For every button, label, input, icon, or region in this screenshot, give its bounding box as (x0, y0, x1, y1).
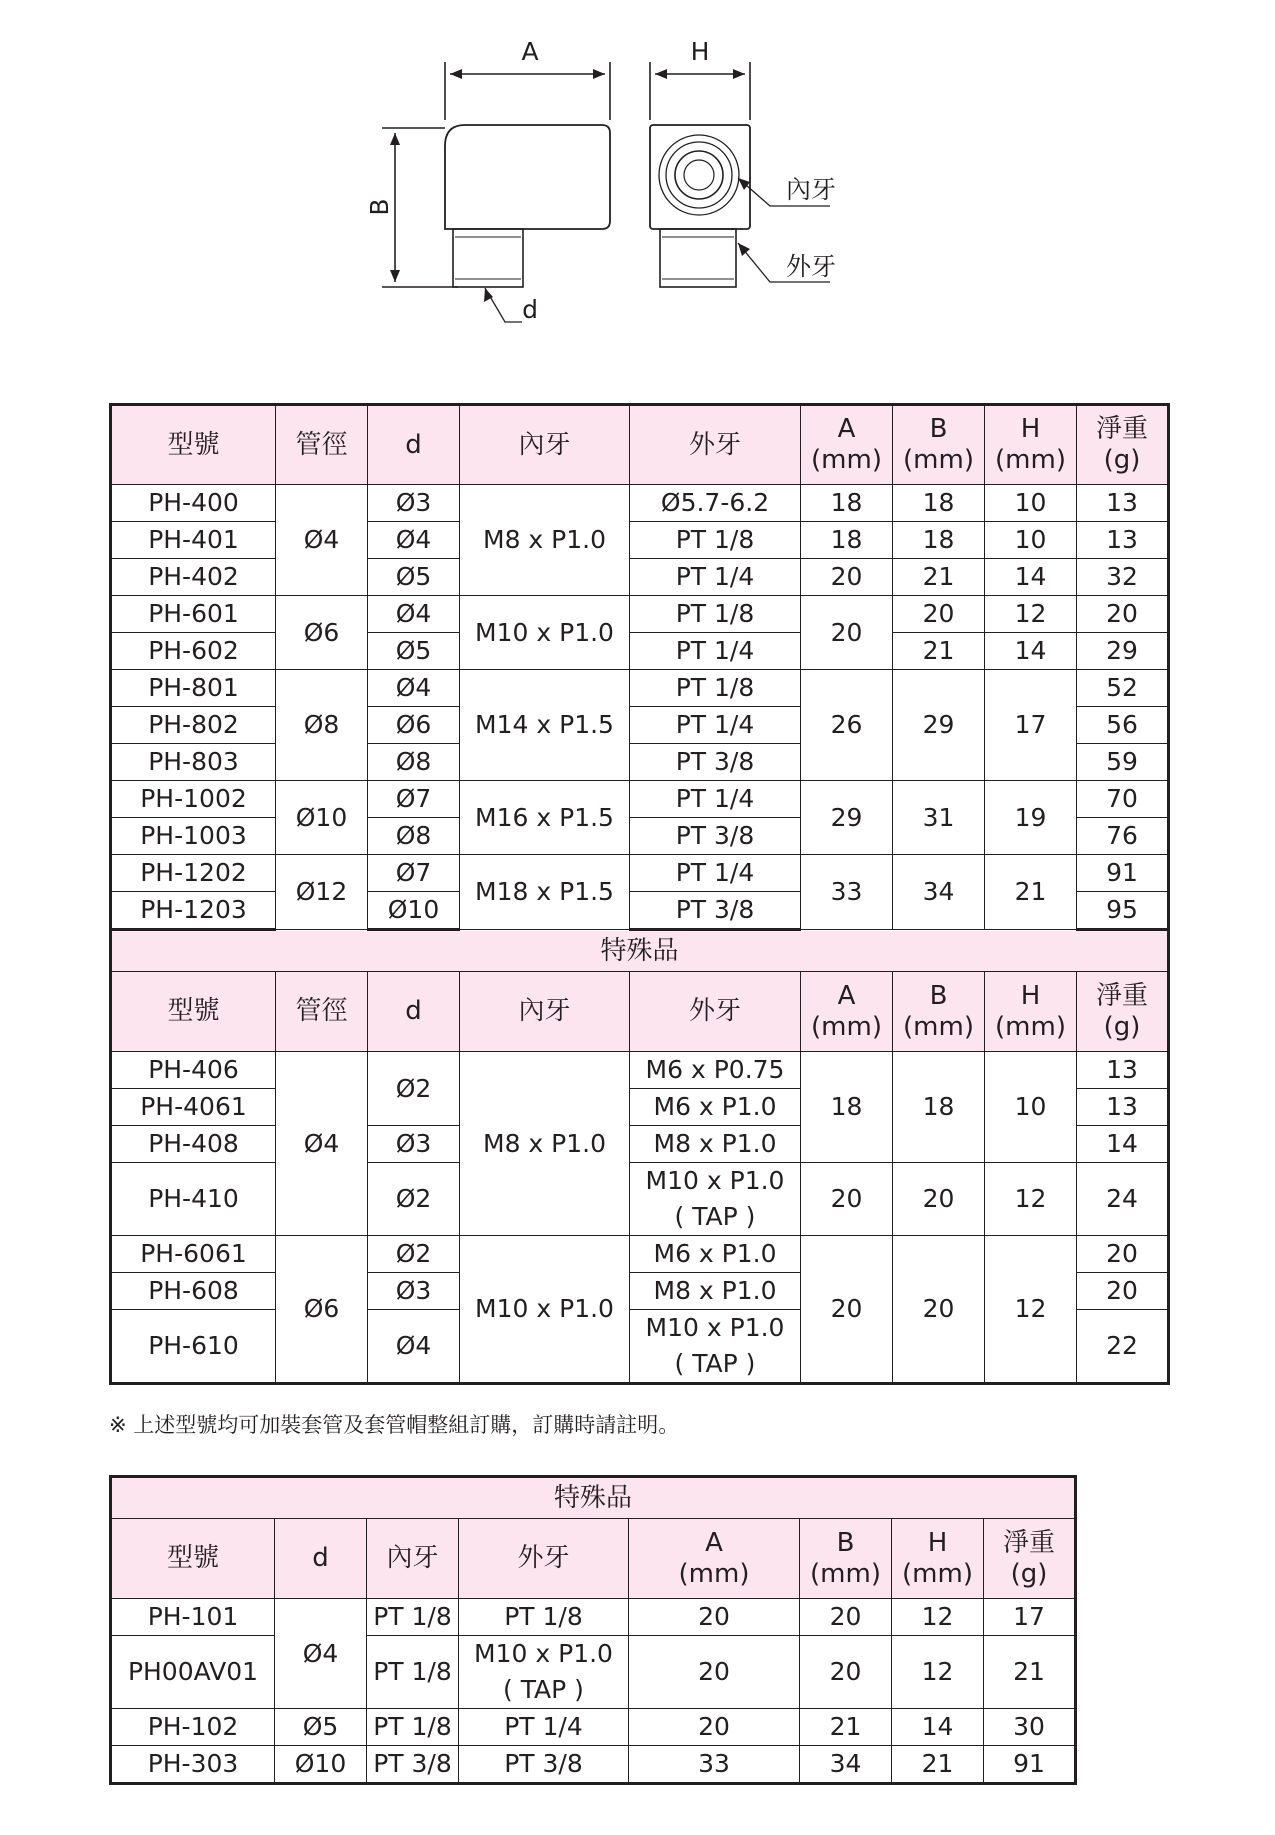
cell-a: 18 (801, 485, 893, 522)
cell-outer: PT 1/4 (630, 707, 801, 744)
cell-outer: M6 x P1.0 (630, 1089, 801, 1126)
cell-outer: PT 1/8 (630, 596, 801, 633)
header-b-unit: (mm) (903, 1011, 974, 1042)
table-row (111, 1052, 1169, 1089)
header-a-unit: (mm) (811, 1011, 882, 1042)
header-h (985, 972, 1077, 1052)
cell-model: PH-402 (111, 559, 276, 596)
cell-weight: 13 (1077, 485, 1169, 522)
header-outer: 外牙 (459, 1519, 629, 1599)
cell-h: 12 (892, 1599, 984, 1636)
cell-a: 33 (801, 855, 893, 930)
cell-a: 29 (801, 781, 893, 855)
table-row (111, 485, 1169, 522)
header-h-label: H (1020, 980, 1041, 1011)
header-h-unit: (mm) (995, 1011, 1066, 1042)
cell-h: 12 (892, 1636, 984, 1709)
cell-inner: PT 1/8 (367, 1709, 459, 1746)
label-outer-thread: 外牙 (786, 252, 837, 281)
header-h-label: H (927, 1527, 948, 1558)
cell-tube: Ø6 (276, 596, 368, 670)
cell-b: 21 (893, 633, 985, 670)
special-table (109, 1475, 1077, 1785)
cell-b: 20 (800, 1636, 892, 1709)
cell-d: Ø4 (368, 596, 460, 633)
cell-d: Ø6 (368, 707, 460, 744)
header-b-unit: (mm) (810, 1558, 881, 1589)
spec-table (109, 403, 1170, 1385)
header-weight-unit: (g) (1103, 445, 1141, 475)
cell-weight: 32 (1077, 559, 1169, 596)
cell-weight: 56 (1077, 707, 1169, 744)
cell-inner: M8 x P1.0 (460, 485, 630, 596)
header-a-label: A (837, 414, 856, 444)
cell-d: Ø10 (275, 1746, 367, 1784)
cell-h: 17 (985, 670, 1077, 781)
cell-outer: PT 1/8 (630, 522, 801, 559)
cell-model: PH-303 (111, 1746, 275, 1784)
cell-d: Ø4 (368, 522, 460, 559)
cell-weight: 59 (1077, 744, 1169, 781)
header-model: 型號 (111, 972, 276, 1052)
special-title-row (111, 930, 1169, 972)
cell-model: PH-1003 (111, 818, 276, 855)
cell-model: PH-101 (111, 1599, 275, 1636)
cell-model: PH-602 (111, 633, 276, 670)
cell-a: 26 (801, 670, 893, 781)
cell-model: PH-601 (111, 596, 276, 633)
cell-h: 14 (892, 1709, 984, 1746)
cell-model: PH-1202 (111, 855, 276, 892)
header-h-unit: (mm) (902, 1558, 973, 1589)
cell-model: PH-6061 (111, 1236, 276, 1273)
cell-weight: 21 (984, 1636, 1076, 1709)
header-outer: 外牙 (630, 405, 801, 485)
header-row (111, 1519, 1076, 1599)
header-weight (1077, 405, 1169, 485)
cell-outer: PT 1/4 (630, 855, 801, 892)
cell-outer: PT 1/8 (459, 1599, 629, 1636)
header-row (111, 405, 1169, 485)
cell-h: 12 (985, 1236, 1077, 1384)
cell-weight: 95 (1077, 892, 1169, 930)
header-a-label: A (705, 1527, 723, 1558)
cell-tube: Ø6 (276, 1236, 368, 1384)
cell-outer: M10 x P1.0 (630, 1310, 801, 1347)
cell-d: Ø10 (368, 892, 460, 930)
cell-d: Ø5 (368, 633, 460, 670)
cell-tube: Ø12 (276, 855, 368, 930)
cell-model: PH-408 (111, 1126, 276, 1163)
header-b (893, 405, 985, 485)
header-d: d (368, 972, 460, 1052)
table-row (111, 522, 1169, 559)
cell-model: PH-1002 (111, 781, 276, 818)
header-outer: 外牙 (630, 972, 801, 1052)
cell-d: Ø3 (368, 485, 460, 522)
header-a-unit: (mm) (811, 445, 882, 475)
header-a (801, 972, 893, 1052)
header-weight-unit: (g) (1103, 1011, 1141, 1042)
cell-d: Ø2 (368, 1236, 460, 1273)
cell-b: 21 (893, 559, 985, 596)
cell-inner: PT 1/8 (367, 1636, 459, 1709)
cell-model: PH-406 (111, 1052, 276, 1089)
cell-model: PH-802 (111, 707, 276, 744)
cell-outer: PT 3/8 (630, 744, 801, 781)
cell-tube: Ø4 (276, 485, 368, 596)
cell-model: PH-102 (111, 1709, 275, 1746)
cell-weight: 52 (1077, 670, 1169, 707)
cell-outer: PT 3/8 (630, 818, 801, 855)
table-row (111, 781, 1169, 818)
cell-d: Ø4 (368, 670, 460, 707)
header-tube: 管徑 (276, 405, 368, 485)
cell-weight: 20 (1077, 596, 1169, 633)
cell-outer: PT 1/4 (630, 781, 801, 818)
cell-a: 18 (801, 522, 893, 559)
cell-model: PH-4061 (111, 1089, 276, 1126)
special-header-row (111, 972, 1169, 1052)
cell-outer-note: ( TAP ) (459, 1672, 629, 1709)
cell-model: PH-803 (111, 744, 276, 781)
cell-b: 20 (893, 1236, 985, 1384)
header-a (629, 1519, 800, 1599)
cell-d: Ø7 (368, 855, 460, 892)
cell-h: 10 (985, 485, 1077, 522)
order-note: ※ 上述型號均可加裝套管及套管帽整組訂購，訂購時請註明。 (109, 1413, 680, 1437)
header-d: d (275, 1519, 367, 1599)
cell-h: 21 (985, 855, 1077, 930)
cell-inner: M14 x P1.5 (460, 670, 630, 781)
cell-a: 20 (801, 559, 893, 596)
cell-b: 20 (800, 1599, 892, 1636)
table-row (111, 670, 1169, 707)
table-row (111, 1599, 1076, 1636)
header-h-unit: (mm) (995, 445, 1066, 475)
cell-weight: 14 (1077, 1126, 1169, 1163)
cell-outer: PT 3/8 (630, 892, 801, 930)
cell-b: 18 (893, 485, 985, 522)
cell-a: 33 (629, 1746, 800, 1784)
cell-h: 14 (985, 559, 1077, 596)
header-inner: 內牙 (460, 972, 630, 1052)
cell-h: 19 (985, 781, 1077, 855)
cell-d: Ø4 (368, 1310, 460, 1384)
table-row (111, 1709, 1076, 1746)
cell-a: 20 (801, 1163, 893, 1236)
table-row (111, 633, 1169, 670)
cell-outer: PT 3/8 (459, 1746, 629, 1784)
cell-model: PH-1203 (111, 892, 276, 930)
cell-weight: 91 (1077, 855, 1169, 892)
cell-tube: Ø10 (276, 781, 368, 855)
cell-tube: Ø8 (276, 670, 368, 781)
cell-a: 20 (629, 1636, 800, 1709)
header-b (893, 972, 985, 1052)
cell-a: 20 (629, 1599, 800, 1636)
cell-outer: M8 x P1.0 (630, 1273, 801, 1310)
cell-weight: 29 (1077, 633, 1169, 670)
header-a-label: A (837, 980, 856, 1011)
table-row (111, 1746, 1076, 1784)
table-row (111, 559, 1169, 596)
cell-h: 12 (985, 1163, 1077, 1236)
cell-weight: 13 (1077, 1052, 1169, 1089)
cell-d: Ø3 (368, 1126, 460, 1163)
cell-weight: 20 (1077, 1236, 1169, 1273)
special-title-row (111, 1477, 1076, 1519)
fitting-diagram (0, 0, 1275, 380)
label-d: d (522, 295, 538, 324)
cell-inner: PT 3/8 (367, 1746, 459, 1784)
cell-d: Ø2 (368, 1163, 460, 1236)
cell-h: 14 (985, 633, 1077, 670)
header-model: 型號 (111, 405, 276, 485)
special-title: 特殊品 (111, 930, 1169, 972)
cell-inner: M8 x P1.0 (460, 1052, 630, 1236)
cell-h: 10 (985, 522, 1077, 559)
cell-d: Ø8 (368, 744, 460, 781)
table-row (111, 855, 1169, 892)
cell-b: 34 (893, 855, 985, 930)
header-b-label: B (929, 414, 948, 444)
header-weight-label: 淨重 (1095, 980, 1148, 1011)
cell-weight: 76 (1077, 818, 1169, 855)
cell-b: 31 (893, 781, 985, 855)
label-inner-thread: 內牙 (786, 175, 837, 204)
cell-weight: 20 (1077, 1273, 1169, 1310)
cell-a: 18 (801, 1052, 893, 1163)
table-row (111, 1236, 1169, 1273)
header-tube: 管徑 (276, 972, 368, 1052)
cell-outer: Ø5.7-6.2 (630, 485, 801, 522)
cell-weight: 30 (984, 1709, 1076, 1746)
cell-tube: Ø4 (276, 1052, 368, 1236)
cell-weight: 24 (1077, 1163, 1169, 1236)
cell-model: PH-401 (111, 522, 276, 559)
header-b-label: B (836, 1527, 855, 1558)
header-b (800, 1519, 892, 1599)
header-h (985, 405, 1077, 485)
cell-inner: M16 x P1.5 (460, 781, 630, 855)
cell-outer: PT 1/4 (459, 1709, 629, 1746)
cell-model: PH-610 (111, 1310, 276, 1384)
header-b-unit: (mm) (903, 445, 974, 475)
cell-h: 10 (985, 1052, 1077, 1163)
header-h (892, 1519, 984, 1599)
cell-d: Ø5 (368, 559, 460, 596)
cell-outer: M10 x P1.0 (630, 1163, 801, 1200)
header-inner: 內牙 (367, 1519, 459, 1599)
header-h-label: H (1020, 414, 1041, 444)
table-row (111, 596, 1169, 633)
cell-b: 34 (800, 1746, 892, 1784)
cell-d: Ø4 (275, 1599, 367, 1709)
cell-outer: M10 x P1.0 (459, 1636, 629, 1673)
cell-b: 20 (893, 1163, 985, 1236)
cell-weight: 91 (984, 1746, 1076, 1784)
cell-d: Ø7 (368, 781, 460, 818)
cell-d: Ø5 (275, 1709, 367, 1746)
label-h: H (690, 37, 710, 66)
cell-model: PH-608 (111, 1273, 276, 1310)
special-title: 特殊品 (111, 1477, 1076, 1519)
label-a: A (521, 37, 539, 66)
cell-model: PH-801 (111, 670, 276, 707)
cell-inner: M10 x P1.0 (460, 596, 630, 670)
cell-outer: M6 x P1.0 (630, 1236, 801, 1273)
cell-h: 21 (892, 1746, 984, 1784)
cell-model: PH00AV01 (111, 1636, 275, 1709)
cell-outer-note: ( TAP ) (630, 1199, 801, 1236)
cell-b: 21 (800, 1709, 892, 1746)
cell-outer: M6 x P0.75 (630, 1052, 801, 1089)
table-row (111, 1163, 1169, 1200)
header-a (801, 405, 893, 485)
header-b-label: B (929, 980, 948, 1011)
header-weight-label: 淨重 (1095, 414, 1148, 444)
header-d: d (368, 405, 460, 485)
cell-weight: 70 (1077, 781, 1169, 818)
cell-a: 20 (629, 1709, 800, 1746)
header-model: 型號 (111, 1519, 275, 1599)
cell-weight: 13 (1077, 522, 1169, 559)
cell-outer: PT 1/4 (630, 633, 801, 670)
cell-d: Ø8 (368, 818, 460, 855)
header-weight-label: 淨重 (1003, 1527, 1056, 1558)
cell-weight: 22 (1077, 1310, 1169, 1384)
cell-weight: 13 (1077, 1089, 1169, 1126)
cell-inner: PT 1/8 (367, 1599, 459, 1636)
label-b: B (365, 198, 394, 216)
cell-outer: PT 1/4 (630, 559, 801, 596)
cell-inner: M10 x P1.0 (460, 1236, 630, 1384)
cell-b: 20 (893, 596, 985, 633)
cell-outer: PT 1/8 (630, 670, 801, 707)
cell-a: 20 (801, 596, 893, 670)
cell-outer-note: ( TAP ) (630, 1346, 801, 1384)
header-inner: 內牙 (460, 405, 630, 485)
cell-d: Ø3 (368, 1273, 460, 1310)
cell-b: 18 (893, 1052, 985, 1163)
cell-outer: M8 x P1.0 (630, 1126, 801, 1163)
cell-model: PH-410 (111, 1163, 276, 1236)
table-row (111, 1636, 1076, 1673)
cell-a: 20 (801, 1236, 893, 1384)
cell-d: Ø2 (368, 1052, 460, 1126)
cell-b: 29 (893, 670, 985, 781)
cell-b: 18 (893, 522, 985, 559)
header-weight-unit: (g) (1010, 1558, 1048, 1589)
cell-inner: M18 x P1.5 (460, 855, 630, 930)
header-a-unit: (mm) (678, 1558, 750, 1589)
cell-h: 12 (985, 596, 1077, 633)
header-weight (984, 1519, 1076, 1599)
header-weight (1077, 972, 1169, 1052)
cell-model: PH-400 (111, 485, 276, 522)
cell-weight: 17 (984, 1599, 1076, 1636)
